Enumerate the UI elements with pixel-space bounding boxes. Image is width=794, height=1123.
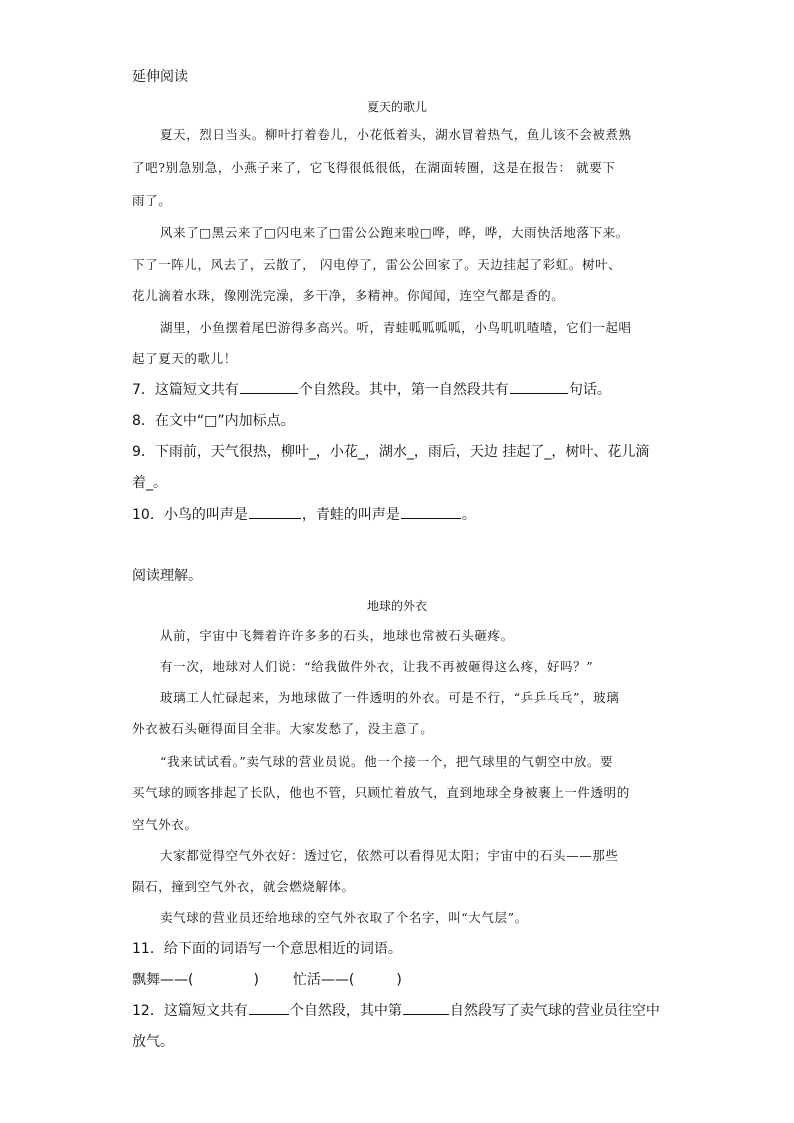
- story2-line: 外衣被石头砸得面目全非。大家发愁了，没主意了。: [132, 721, 434, 736]
- question-12: [132, 1004, 660, 1018]
- paren-close: ): [253, 972, 259, 988]
- story2-line: 买气球的顾客排起了长队，他也不管，只顾忙着放气，直到地球全身被裹上一件透明的: [132, 785, 630, 800]
- story1-line: 花儿滴着水珠，像刚洗完澡，多干净，多精神。你闻闻，连空气都是香的。: [132, 288, 565, 303]
- story1-line: 了吧?别急别急，小燕子来了，它飞得很低很低，在湖面转圈，这是在报告： 就要下: [132, 160, 616, 175]
- question-7-text: 句话。: [568, 382, 611, 398]
- question-12-continued: 放气。: [132, 1034, 174, 1050]
- question-7-text: 7．这篇短文共有: [132, 382, 239, 398]
- word-piaowu: 飘舞——(: [132, 972, 194, 988]
- story1-line: 夏天，烈日当头。柳叶打着卷儿，小花低着头，湖水冒着热气，鱼儿该不会被煮熟: [160, 127, 632, 142]
- question-9-continued: 着_。: [132, 475, 167, 491]
- question-12-text: 12．这篇短文共有: [132, 1003, 248, 1019]
- answer-blank[interactable]: [510, 392, 568, 394]
- answer-blank[interactable]: [240, 392, 298, 394]
- question-10: [132, 508, 476, 522]
- story2-line: 大家都觉得空气外衣好：透过它，依然可以看得见太阳；宇宙中的石头——那些: [160, 848, 619, 863]
- story1-line: 湖里，小鱼摆着尾巴游得多高兴。听，青蛙呱呱呱呱，小鸟叽叽喳喳，它们一起唱: [160, 320, 632, 335]
- question-7: [132, 383, 611, 397]
- story2-line: 陨石，撞到空气外衣，就会燃烧解体。: [132, 879, 355, 894]
- section-heading-extended-reading: 延伸阅读: [132, 69, 188, 85]
- question-7-text: 个自然段。其中，第一自然段共有: [298, 382, 509, 398]
- question-11: 11．给下面的词语写一个意思相近的词语。: [132, 941, 402, 957]
- answer-blank[interactable]: [249, 1013, 289, 1015]
- story2-line: 卖气球的营业员还给地球的空气外衣取了个名字，叫“大气层”。: [160, 910, 528, 925]
- story2-line: 有一次，地球对人们说：“给我做件外衣，让我不再被砸得这么疼，好吗？”: [160, 659, 594, 674]
- story1-line: 雨了。: [132, 193, 172, 208]
- answer-blank[interactable]: [403, 1013, 449, 1015]
- story2-line: “我来试试看。”卖气球的营业员说。他一个接一个，把气球里的气朝空中放。要: [160, 754, 614, 769]
- question-9: 9．下雨前，天气很热，柳叶_，小花_，湖水_，雨后，天边 挂起了_，树叶、花儿滴: [132, 444, 650, 460]
- story2-line: 空气外衣。: [132, 817, 198, 832]
- question-12-text: 个自然段，其中第: [289, 1003, 402, 1019]
- section-heading-reading-comprehension: 阅读理解。: [132, 568, 202, 584]
- story2-line: 从前，宇宙中飞舞着许许多多的石头，地球也常被石头砸疼。: [160, 628, 514, 643]
- story1-line: 下了一阵儿，风去了，云散了， 闪电停了，雷公公回家了。天边挂起了彩虹。树叶、: [132, 257, 622, 272]
- answer-blank[interactable]: [249, 517, 301, 519]
- question-10-text: 。: [461, 507, 476, 523]
- question-10-text: ，青蛙的叫声是: [301, 507, 400, 523]
- answer-blank[interactable]: [401, 517, 461, 519]
- question-11-items: [132, 973, 402, 987]
- story-title-earth-coat: 地球的外衣: [366, 599, 427, 613]
- story2-line: 玻璃工人忙碌起来，为地球做了一件透明的外衣。可是不行，“乒乒乓乓”，玻璃: [160, 690, 620, 705]
- paren-close: ): [396, 972, 402, 988]
- word-manghuo: 忙活——(: [292, 972, 355, 988]
- story1-line: 起了夏天的歌儿！: [132, 351, 237, 366]
- story1-line: 风来了□黑云来了□闪电来了□雷公公跑来啦□哗，哗，哗，大雨快活地落下来。: [160, 225, 629, 240]
- story-title-summer-song: 夏天的歌儿: [366, 100, 427, 114]
- question-8: 8．在文中“□”内加标点。: [132, 413, 295, 429]
- question-10-text: 10．小鸟的叫声是: [132, 507, 248, 523]
- question-12-text: 自然段写了卖气球的营业员往空中: [449, 1003, 660, 1019]
